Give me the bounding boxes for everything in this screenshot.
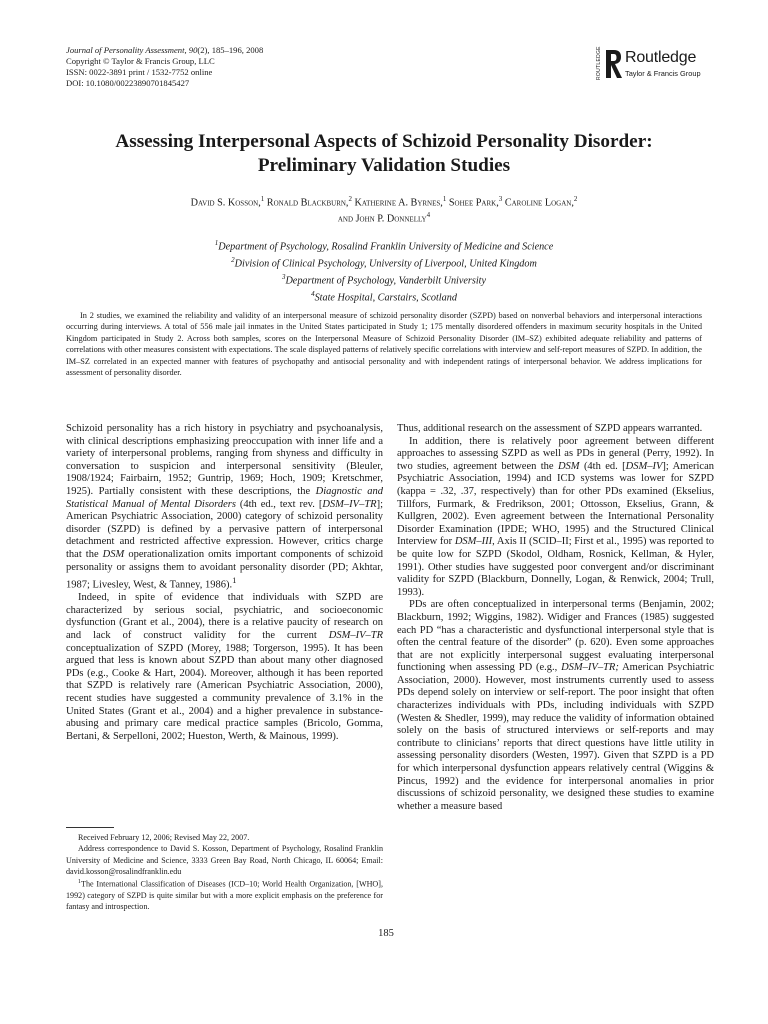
body-paragraph: In addition, there is relatively poor agreement between different approaches to assessing SZPD as well as PDs in general (Perry, 1992). In two studies, agreement between the DSM (4th ed. [DSM–IV]; American Psychiatric Association, 1994) and ICD systems was lower for SZPD (kappa = .32, .37, respectively) than for other PDs examined (Ekselius, Tillfors, Furmark, & Fredrikson, 2001; Ottosson, Ekselius, Grann, & Kullgren, 2002). Even agreement between the International Personality Disorder Examination (IPDE; WHO, 1995) and the Structured Clinical Interview for DSM–III, Axis II (SCID–II; First et al., 1995) was reported to be quite low for SZPD (Skodol, Oldham, Rosnick, Kellman, & Hyler, 1991). Other studies have suggested poor convergent and/or discriminant validity for SZPD (Blackburn, Donnelly, Logan, & Renwick, 2004; Trull, 1993).	[397, 435, 714, 598]
author-list	[60, 193, 708, 226]
page-number: 185	[378, 928, 394, 939]
publisher-vertical-text: ROUTLEDGE	[596, 46, 602, 80]
citation-line	[66, 45, 263, 56]
publisher-subtitle: Taylor & Francis Group	[625, 69, 701, 78]
copyright-line: Copyright © Taylor & Francis Group, LLC	[66, 56, 215, 66]
author-name: Sohee Park,	[448, 197, 499, 209]
journal-citation-block	[66, 45, 263, 89]
affiliation-item: $^2$Division of Clinical Psychology, University of Liverpool, United Kingdom	[231, 255, 537, 270]
abstract: In 2 studies, we examined the reliability and validity of an interpersonal measure of schizoid personality disorder (SZPD) based on nonverbal behaviors and interpersonal interactions occurring during interviews. A total of 556 male jail inmates in the United States participated in Study 1; 175 mentally disordered offenders in maximum security hospitals in the United Kingdom participated in Study 2. Across both samples, scores on the Interpersonal Measure of Schizoid Personality Disorder (IM–SZ) exhibited adequate reliability and patterns of correlations with other measures consistent with expectations. The scale displayed patterns of relatively specific correlations with interview and self-report measures of SZPD. In addition, the IM–SZ correlated in an expected manner with features of psychopathy and antisocial personality and with independent ratings of interpersonal behavior. We address implications for assessment of personality disorder.	[66, 311, 702, 378]
publisher-logo	[596, 46, 716, 82]
body-paragraph: PDs are often conceptualized in interpersonal terms (Benjamin, 2002; Blackburn, 1992; Wiggins, 1982). Widiger and Frances (1985) suggested each PD “has a characteristic and dysfunctional interpersonal style that is often the central feature of the disorder” (p. 620). Even some approaches that are not explicitly interpersonal suggest evaluating interpersonal functioning when assessing PD (e.g., DSM–IV–TR; American Psychiatric Association, 2000). However, most instruments currently used to assess PDs depend solely on interview or self-report. The poor insight that often characterizes individuals with PDs, including individuals with SZPD (Westen & Shedler, 1999), may reduce the validity of information obtained solely on the basis of structured interviews or self-reports and may contribute to clinicians’ reports that direct questions have little utility in assessing personality disorders (Westen, 1997). Given that SZPD is a PD for which interpersonal dysfunction appears relatively central (Wiggins & Pincus, 1992) and the evidence for interpersonal anomalies in prior discussions of schizoid personality, we designed these studies to examine whether a measure based	[397, 599, 714, 812]
author-name: and John P. Donnelly	[337, 213, 427, 225]
footnote-1: $^1$The International Classification of Diseases (ICD–10; World Health Organization, [WHO], 1992) category of SZPD is quite similar but with a more explicit emphasis on the preference for fantasy and introspection.	[66, 879, 383, 912]
routledge-r-icon	[604, 48, 624, 80]
affiliation-item: $^1$Department of Psychology, Rosalind Franklin University of Medicine and Science	[214, 239, 554, 253]
author-affil-marker: 2	[348, 195, 352, 203]
author-affil-marker: 3	[498, 195, 503, 203]
author-name: David S. Kosson,	[190, 197, 261, 209]
author-affil-marker: 1	[442, 195, 447, 203]
author-affil-marker: 4	[426, 211, 431, 220]
footnote-marker: 1	[232, 575, 237, 586]
footnote-divider	[66, 827, 114, 828]
author-name: Katherine A. Byrnes,	[354, 197, 443, 209]
body-column-right	[397, 423, 714, 813]
body-paragraph: Thus, additional research on the assessment of SZPD appears warranted.	[397, 423, 703, 434]
journal-name: Journal of Personality Assessment,	[66, 45, 187, 55]
article-title	[40, 130, 728, 178]
journal-volume: 90	[188, 45, 198, 55]
title-line-1: Assessing Interpersonal Aspects of Schizoid Personality Disorder:	[115, 131, 653, 152]
correspondence-note: Address correspondence to David S. Kosson, Department of Psychology, Rosalind Franklin University of Medicine and Science, 3333 Green Bay Road, North Chicago, IL 60064; Email: david.kosson@rosalindfranklin.edu	[66, 844, 383, 876]
affiliation-item: $^3$Department of Psychology, Vanderbilt University	[281, 272, 487, 287]
publisher-name: Routledge	[625, 49, 697, 66]
doi-line: DOI: 10.1080/00223890701845427	[66, 78, 190, 88]
issn-line: ISSN: 0022-3891 print / 1532-7752 online	[66, 67, 213, 77]
author-name: Ronald Blackburn,	[266, 197, 349, 209]
title-line-2: Preliminary Validation Studies	[257, 155, 511, 176]
author-affil-marker: 1	[260, 195, 265, 203]
author-affil-marker: 2	[573, 195, 578, 203]
affiliation-list	[60, 237, 708, 305]
body-paragraph: Schizoid personality has a rich history in psychiatry and psychoanalysis, with clinical descriptions emphasizing preoccupation with inner life and a variety of interpersonal problems, ranging from shyness and difficulty in conversation to suspicion and interpersonal sensitivity (Bleuler, 1908/1924; Fairbairn, 1952; Guntrip, 1969; Hoch, 1909; Kretschmer, 1925). Partially consistent with these descriptions, the Diagnostic and Statistical Manual of Mental Disorders (4th ed., text rev. [DSM–IV–TR]; American Psychiatric Association, 2000) category of schizoid personality disorder (SZPD) is defined by a pervasive pattern of interpersonal detachment and restricted affective expression. However, critics charge that the DSM operationalization omits important components of schizoid personality or assigns them to avoidant personality disorder (PD; Akhtar, 1987; Livesley, West, & Tanney, 1986).$^1$	[66, 423, 383, 591]
journal-issue-pages: (2), 185–196, 2008	[197, 45, 264, 55]
body-paragraph: Indeed, in spite of evidence that individuals with SZPD are characterized by serious social, psychiatric, and socioeconomic dysfunction (Grant et al., 2004), there is a relative paucity of research on and lack of construct validity for the current DSM–IV–TR conceptualization of SZPD (Morey, 1988; Torgerson, 1995). It has been argued that less is known about SZPD than about many other diagnosed PDs (e.g., Cooke & Hart, 2004). Moreover, although it has been reported that SZPD is relatively rare (American Psychiatric Association, 2000), recent studies have suggested a community prevalence of 3.1% in the United States (Grant et al., 2004) and a higher prevalence in substance-abusing and primary care medical practice samples (Bricolo, Gomma, Bertani, & Serpelloni, 2002; Hueston, Werth, & Mainous, 1999).	[66, 592, 383, 742]
received-note: Received February 12, 2006; Revised May 22, 2007.	[78, 833, 250, 842]
affiliation-item: $^4$State Hospital, Carstairs, Scotland	[311, 289, 457, 304]
footnotes	[66, 832, 383, 913]
body-column-left	[66, 423, 383, 743]
author-name: Caroline Logan,	[504, 197, 574, 209]
